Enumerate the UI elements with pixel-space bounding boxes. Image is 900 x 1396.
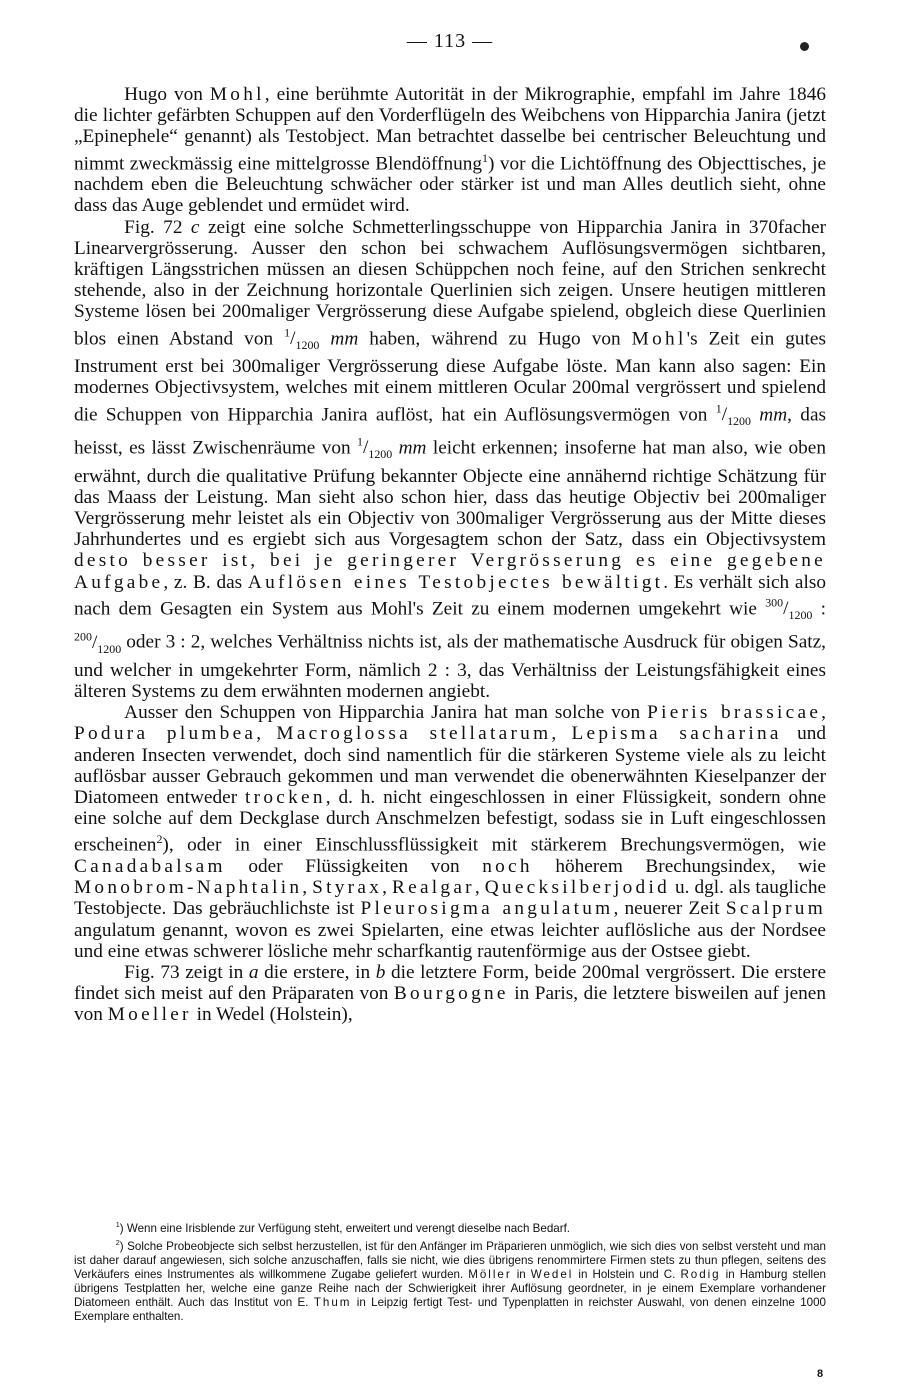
paragraph [74, 962, 826, 1026]
italic-text: c [190, 216, 200, 238]
text-run: zeigt eine solche Schmetterlingsschuppe von Hipparchia Janira in 370facher Linearvergrösserung. Ausser den schon bei schwachem Auflösungsvermögen sichtbaren, kräftigen Längsstrichen müssen an diesen Schüppchen noch feine, auf den Strichen senkrecht stehende, also in der Zeichnung horizontale Querlinien sich zeigen. Unsere heutigen mittleren Systeme lösen bei 200maliger Vergrösserung diese Aufgabe spielend, obgleich diese Querlinien blos einen Abstand von [74, 216, 827, 350]
footnote-marker: 1 [482, 150, 488, 165]
spaced-text: Canadabalsam [74, 855, 226, 877]
fraction: $^1/_{1200}$ [715, 401, 751, 428]
footnotes [74, 1218, 826, 1324]
text-run: ) Solche Probeobjecte sich selbst herzustellen, ist für den Anfänger im Präparieren unmöglich, wie sich dies von selbst versteht und man ist daher darauf angewiesen, sich solche anzuschaffen, falls sie nicht, wie dies übrigens renommirtere Firmen stets zu thun pflegen, seitens des Verkäufers eines Instrumentes als willkommene Zugabe geliefert wurden. [74, 1239, 826, 1281]
spaced-text: Bourgogne [393, 983, 509, 1005]
text-run: u. dgl. als taugliche Testobjecte. Das gebräuchlichste ist [74, 877, 827, 920]
italic-text: mm [398, 437, 427, 459]
text-run: in [511, 1268, 531, 1281]
text-run: Ausser den Schuppen von Hipparchia Janira hat man solche von [124, 702, 648, 724]
text-run: : [812, 598, 827, 620]
paragraph [74, 84, 826, 217]
text-run: , [302, 877, 313, 899]
text-run: in Leipzig fertigt Test- und Typenplatten in reichster Auswahl, von denen einzelne 1000 Exemplare enthalten. [74, 1296, 826, 1324]
text-run: und anderen Insecten verwendet, doch sind namentlich für die stärkeren Systeme viele als zu leicht auflösbar ausser Gebrauch gekommen und man verwendet die obenerwähnten Kieselpanzer der Diatomeen entweder [74, 723, 826, 808]
text-run: die erstere, in [258, 961, 376, 983]
spaced-text: Quecksilberjodid [484, 877, 671, 899]
italic-text: a [248, 961, 259, 983]
spaced-text: Macroglossa stellatarum [276, 723, 552, 745]
spaced-text: Pieris brassicae [647, 702, 822, 724]
text-run: , [474, 877, 485, 899]
text-run: Hugo von [124, 84, 210, 105]
text-run: angulatum genannt, wovon es zwei Spielarten, eine etwas leichter auflösliche aus der Nordsee und eine etwas schwerer lösliche mehr scharfkantig rautenförmige aus der Ostsee giebt. [74, 919, 826, 962]
text-run [319, 328, 330, 349]
text-run: , [382, 877, 392, 899]
spaced-text: Möller [468, 1268, 512, 1281]
page-number: — 113 — [406, 30, 494, 52]
signature-mark: 8 [817, 1368, 824, 1380]
spaced-text: Mohl [631, 328, 687, 350]
fraction: $^1/_{1200}$ [284, 325, 320, 352]
text-run: leicht erkennen; insoferne hat man also, wie oben erwähnt, durch die qualitative Prüfung bekannter Objecte eine annähernd richtige Schätzung für das Maass der Leistung. Man sieht also schon hier, dass das heutige Objectiv bei 200maliger Vergrösserung mehr leistet als ein Objectiv von 300maliger Vergrösserung aus der Mitte dieses Jahrhundertes und es ergiebt sich aus Vorgesagtem schon der Satz, dass ein Objectivsystem [74, 437, 826, 551]
body-text [74, 84, 826, 1026]
text-run: , eine berühmte Autorität in der Mikrographie, empfahl im Jahre 1846 die lichter gefärbten Schuppen auf den Vorderflügeln des Weibchens von Hipparchia Janira (jetzt „Epinephele“ genannt) als Testobject. Man betrachtet dasselbe bei centrischer Beleuchtung und nimmt zweckmässig eine mittelgrosse Blendöffnung [74, 84, 826, 175]
spaced-text: Auflösen eines Testobjectes bewältigt [247, 571, 664, 593]
text-run: in Wedel (Holstein), [191, 1004, 353, 1026]
text-run: in Holstein und C. [573, 1268, 681, 1281]
text-run: , [256, 723, 277, 745]
text-run: , [821, 702, 826, 724]
spaced-text: Rodig [680, 1268, 721, 1281]
spaced-text: Realgar [391, 877, 475, 899]
fraction-denominator: 1200 [295, 337, 320, 352]
text-run: Fig. 73 zeigt in [124, 961, 249, 983]
footnote-marker: 2 [115, 1237, 120, 1247]
fraction: $^1/_{1200}$ [357, 435, 393, 462]
paragraph [74, 217, 826, 702]
footnote [74, 1236, 826, 1324]
fraction-denominator: 1200 [368, 447, 393, 462]
spaced-text: Wedel [530, 1268, 574, 1281]
text-run: die letztere Form, beide 200mal vergrössert. Die erstere findet sich meist auf den Präparaten von [74, 961, 827, 1005]
spaced-text: Styrax [312, 877, 383, 899]
fraction-numerator: 1 [284, 325, 291, 340]
spaced-text: trocken [244, 786, 326, 808]
spaced-text: Pleurosigma angulatum [360, 898, 614, 920]
text-run: Fig. 72 [124, 216, 191, 238]
fraction-numerator: 300 [765, 595, 784, 610]
text-run: . Es verhält sich also nach dem Gesagten ein System aus Mohl's Zeit zu einem modernen umgekehrt wie [74, 571, 826, 620]
spaced-text: Podura plumbea [74, 723, 257, 745]
spaced-text: Monobrom-Naphtalin [74, 877, 303, 899]
spaced-text: Mohl [209, 84, 265, 105]
text-run: ), oder in einer Einschlussflüssigkeit mit stärkerem Brechungsvermögen, wie [162, 834, 826, 856]
text-run: , [551, 723, 572, 745]
text-run: , z. B. das [163, 571, 248, 593]
footnote [74, 1218, 826, 1236]
fraction-numerator: 1 [715, 401, 722, 416]
fraction: $^{300}/_{1200}$ [765, 595, 813, 623]
text-run: oder 3 : 2, welches Verhältniss nichts ist, als der mathematische Ausdruck für obigen Satz, und welcher in umgekehrter Form, nämlich 2 : 3, das Verhältniss der Leistungsfähigkeit eines älteren Systems zu dem erwähnten modernen angiebt. [74, 631, 826, 702]
text-run: , neuerer Zeit [613, 898, 726, 920]
text-run: , d. h. nicht eingeschlossen in einer Flüssigkeit, sondern ohne eine solche auf dem Deckglase durch Anschmelzen befestigt, sodass sie in Luft eingeschlossen erscheinen [74, 786, 827, 856]
spaced-text: Lepisma sacharina [571, 723, 782, 745]
fraction-denominator: 1200 [727, 413, 751, 428]
fraction: $^{200}/_{1200}$ [74, 629, 122, 656]
spaced-text: desto besser ist, bei je geringerer Vergrösserung es eine gegebene Aufgabe [74, 550, 826, 593]
spaced-text: noch [482, 855, 533, 877]
footnote-marker: 1 [115, 1220, 120, 1229]
italic-text: b [375, 961, 386, 983]
fraction-numerator: 1 [357, 435, 363, 450]
fraction-denominator: 1200 [97, 641, 122, 656]
text-run: oder Flüssigkeiten von [225, 855, 483, 877]
spaced-text: Thum [313, 1296, 352, 1310]
text-run: in Paris, die letztere bisweilen auf jenen von [74, 983, 826, 1026]
italic-text: mm [759, 403, 788, 425]
text-run: in Hamburg stellen übrigens Testplatten her, welche eine ganze Reihe nach der Schwierigkeit ihrer Auflösung geordneter, in je einem Exemplare vorhandener Diatomeen enthält. Auch das Institut von E. [74, 1268, 827, 1310]
text-run: höherem Brechungsindex, wie [532, 855, 826, 877]
text-run: ) vor die Lichtöffnung des Objecttisches, je nachdem eben die Beleuchtung schwächer oder stärker ist und man Alles deutlich sieht, ohne dass das Auge geblendet und ermüdet wird. [74, 153, 826, 217]
ink-dot [800, 42, 809, 51]
text-run: , das heisst, es lässt Zwischenräume von [74, 403, 827, 459]
spaced-text: Scalprum [725, 898, 826, 920]
fraction-denominator: 1200 [788, 608, 813, 623]
italic-text: mm [330, 328, 359, 350]
text-run: 's Zeit ein gutes Instrument erst bei 300maliger Vergrösserung diese Aufgabe löste. Man kann also sagen: Ein modernes Objectivsystem, welches mit einem mittleren Ocular 200mal vergrössert und spielend die Schuppen von Hipparchia Janira auflöst, hat ein Auflösungsvermögen von [74, 328, 826, 425]
paragraph [74, 702, 826, 962]
text-run: haben, während zu Hugo von [358, 328, 632, 350]
fraction-numerator: 200 [74, 629, 92, 644]
footnote-marker: 2 [156, 832, 163, 847]
text-run: ) Wenn eine Irisblende zur Verfügung steht, erweitert und verengt dieselbe nach Bedarf. [119, 1221, 571, 1235]
spaced-text: Moeller [107, 1004, 192, 1026]
